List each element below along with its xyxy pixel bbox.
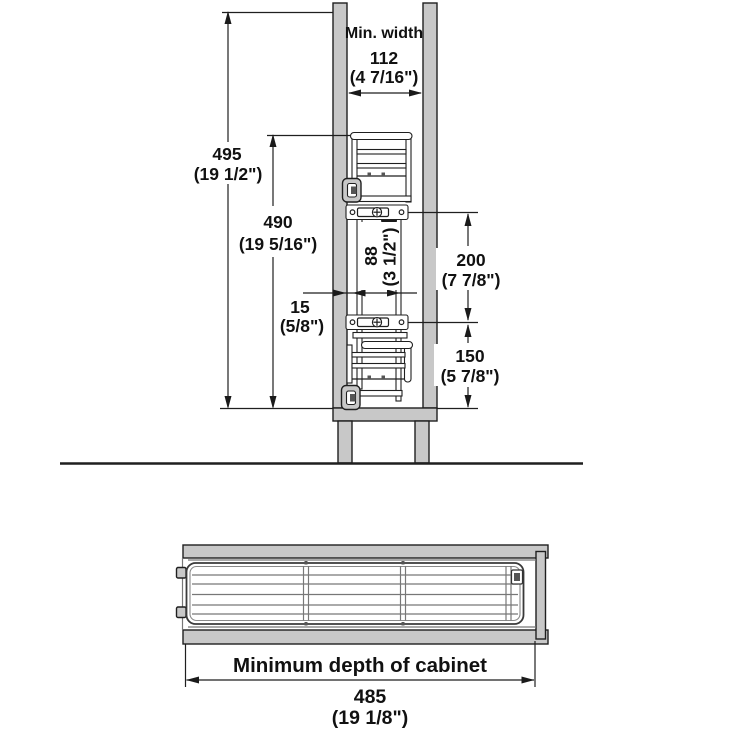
tie-anchor (305, 561, 308, 565)
dim-495-mm: 495 (212, 144, 242, 164)
upper-basket (343, 133, 413, 203)
clip-latch (350, 394, 356, 402)
dim-88-mm: 88 (361, 246, 381, 266)
basket-rail (353, 333, 407, 339)
dim-490-in: (19 5/16") (238, 234, 318, 254)
arrowhead-down (465, 308, 472, 321)
dim-15-mm: 15 (290, 297, 310, 317)
cabinet-side-panel-plan (183, 630, 548, 644)
arrowhead-left (186, 677, 199, 684)
lower-basket (342, 333, 413, 410)
arrowhead-right (522, 677, 535, 684)
top-view-dimensions (186, 641, 536, 729)
wire-tick (368, 173, 372, 177)
dim-495-in: (19 1/2") (193, 164, 263, 184)
dim-490-mm: 490 (263, 212, 293, 232)
cabinet-left-side-panel (333, 3, 347, 408)
wire-tick (368, 376, 372, 380)
arrowhead-up (465, 213, 472, 226)
arrowhead-right (409, 90, 422, 97)
cabinet-right-leg (415, 421, 429, 463)
basket-outline (187, 563, 524, 624)
dim-150-mm: 150 (455, 346, 485, 366)
front-clip (177, 568, 187, 579)
dim-112-mm: 112 (369, 48, 399, 68)
cabinet-side-panel-plan (183, 545, 548, 558)
arrowhead-up (465, 324, 472, 337)
dim-485-mm: 485 (353, 686, 387, 708)
arrowhead-down (225, 396, 232, 409)
basket-plan (187, 561, 524, 626)
soft-close-clip (342, 386, 361, 410)
basket-wire (352, 364, 405, 369)
front-clip (177, 607, 187, 618)
clip-latch (351, 187, 357, 195)
cabinet-back-panel-plan (536, 552, 546, 640)
wire-tick (382, 173, 386, 177)
depth-label: Minimum depth of cabinet (233, 654, 487, 677)
basket-wire (357, 150, 406, 155)
basket-wire (352, 353, 405, 358)
dim-150-in: (5 7/8") (440, 366, 500, 386)
soft-close-clip (343, 179, 362, 203)
top-view (177, 545, 549, 729)
latch-slot (514, 573, 520, 581)
basket-top-rail (362, 342, 413, 349)
tie-anchor (402, 622, 405, 626)
basket-post (347, 345, 352, 383)
cabinet-left-leg (338, 421, 352, 463)
dim-200-mm: 200 (456, 250, 486, 270)
basket-top-rail (351, 133, 413, 140)
dim-485-in: (19 1/8") (331, 707, 409, 729)
dim-112-in: (4 7/16") (349, 67, 419, 87)
front-view (60, 3, 583, 464)
wire-tick (382, 376, 386, 380)
mounting-bracket-lower (346, 315, 408, 330)
arrowhead-down (465, 395, 472, 408)
basket-wire (357, 164, 406, 169)
min-width-label: Min. width (344, 25, 424, 42)
tie-anchor (305, 622, 308, 626)
dim-15-in: (5/8") (279, 316, 325, 336)
dim-200-in: (7 7/8") (441, 270, 501, 290)
arrowhead-left (348, 90, 361, 97)
dim-88-in: (3 1/2") (379, 227, 400, 287)
basket-post (406, 135, 411, 202)
arrowhead-down (270, 396, 277, 409)
tie-anchor (402, 561, 405, 565)
